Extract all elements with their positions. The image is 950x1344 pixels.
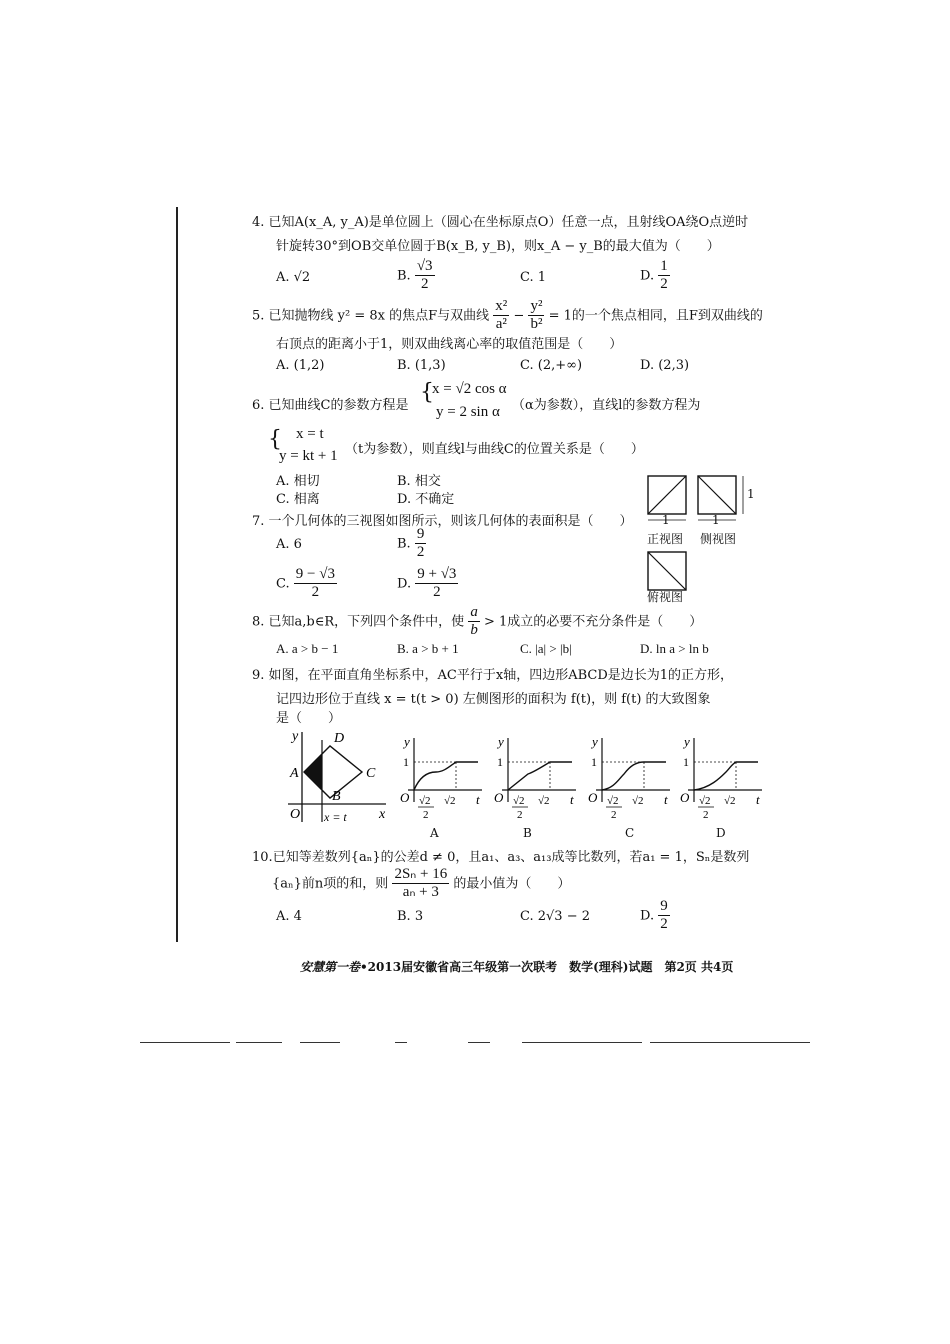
q5-option-a: A. (1,2) [276,358,325,373]
q8-frac: $\frac{a}{b}$ [470,604,478,639]
graph-b-tick-r2-half: √2 [513,795,525,807]
q6-brace-1: { [420,380,434,405]
graph-a-tick-r2: √2 [444,795,456,807]
q6-option-d: D. 不确定 [397,492,455,507]
fig-vertex-d: D [334,731,345,746]
q4-option-c: C. 1 [520,270,547,285]
fig-origin-label: O [290,807,301,822]
q6-tail: （t为参数），则直线l与曲线C的位置关系是（ ） [345,442,644,457]
q5-option-d: D. (2,3) [640,358,690,373]
graph-d-tick-r2: √2 [724,795,736,807]
footer-text: •2013届安徽省高三年级第一次联考 数学(理科)试题 第2页 共4页 [360,960,734,974]
graph-b-one-label: 1 [497,755,503,769]
q5-line1: 5. 已知抛物线 y² = 8x 的焦点F与双曲线 $\frac{\text{x²}}{\text{a²}}$ − $\frac{\text{y²}}{\text{b²}}$ = 1的一个焦点相同，且F到双曲线的 [252,298,763,333]
q10-frac: $\frac{\text{2Sₙ + 16}}{\text{aₙ + 3}}$ [394,866,448,901]
q9-line3: 是（ ） [276,711,342,726]
side-view [698,476,743,520]
graph-c-curve [602,762,666,790]
graph-d-tick-den: 2 [703,809,709,821]
graph-c-y-label: y [592,734,598,749]
bottom-rule-segment [236,1042,282,1043]
q9-graph-d [676,732,766,832]
q9-caption-d: D [716,826,726,840]
q4-line2: 针旋转30°到OB交单位圆于B(x_B, y_B)，则x_A − y_B的最大值为（ ） [276,239,720,254]
q9-graph-a [396,732,486,832]
q6-system-2a: x = t [296,426,324,442]
q4-option-d: D. $\frac{1}{2}$ [640,258,668,293]
q10-option-d: D. $\frac{9}{2}$ [640,898,668,933]
graph-b-origin: O [494,790,504,805]
graph-c-tick-r2-half: √2 [607,795,619,807]
graph-c-one-label: 1 [591,755,597,769]
bottom-rule-segment [650,1042,810,1043]
graph-c-tick-den: 2 [611,809,617,821]
q5-frac-x: $\frac{\text{x²}}{\text{a²}}$ [495,298,508,333]
q4-option-b: B. $\frac{√3}{2}$ [397,258,433,293]
q4-line1: 4. 已知A(x_A, y_A)是单位圆上（圆心在坐标原点O）任意一点，且射线OA绕O点逆时 [252,215,749,230]
bottom-rule-segment [140,1042,230,1043]
fig-vertex-b: B [332,789,341,804]
q8-option-c: C. |a| > |b| [520,641,572,656]
graph-b-y-label: y [498,734,504,749]
q8-option-b: B. a > b + 1 [397,641,459,656]
graph-d-curve [694,762,758,790]
graph-a-tick-den: 2 [423,809,429,821]
graph-c-origin: O [588,790,598,805]
q7-option-d: D. $\frac{9 + √3}{2}$ [397,566,457,601]
graph-d-y-label: y [684,734,690,749]
graph-a-origin: O [400,790,410,805]
q7-option-c-fraction: $\frac{9 - √3}{2}$ [295,566,335,601]
q9-line2: 记四边形位于直线 x = t(t > 0) 左侧图形的面积为 f(t)，则 f(t) 的大致图象 [276,692,711,707]
q5-option-c: C. (2,+∞) [520,358,583,373]
q6-brace-2: { [268,427,282,452]
graph-a-t-label: t [476,792,480,807]
side-view-label: 侧视图 [700,532,737,546]
q7-option-b: B. $\frac{9}{2}$ [397,526,425,561]
fig-y-label: y [292,729,299,744]
top-view-label: 俯视图 [647,590,684,604]
q10-line2: {aₙ}前n项的和，则 $\frac{\text{2Sₙ + 16}}{\text{aₙ + 3}}$ 的最小值为（ ） [272,866,571,901]
graph-d-t-label: t [756,792,760,807]
q9-graph-b [490,732,580,832]
q5-option-b: B. (1,3) [397,358,446,373]
q7-option-d-fraction: $\frac{9 + √3}{2}$ [417,566,457,601]
bottom-rule-segment [300,1042,340,1043]
graph-b-curve [508,762,572,790]
bottom-rule-segment [522,1042,642,1043]
fig-vertex-c: C [366,766,376,781]
q10-option-a: A. 4 [276,909,302,924]
left-margin-rule [176,207,178,942]
q9-square-figure [282,726,392,826]
q10-option-d-fraction: $\frac{9}{2}$ [660,898,668,933]
graph-d-one-label: 1 [683,755,689,769]
graph-a-curve [414,762,478,790]
graph-a-one-label: 1 [403,755,409,769]
q6-system-2b: y = kt + 1 [279,448,338,464]
graph-a-y-label: y [404,734,410,749]
q6-system-1a: x = √2 cos α [432,381,507,397]
side-view-dim-width: 1 [712,513,720,527]
q4-option-a: A. √2 [276,270,311,285]
q4-option-b-fraction: $\frac{√3}{2}$ [416,258,433,293]
q6-system-1b: y = 2 sin α [436,404,500,420]
q5-frac-y: $\frac{\text{y²}}{\text{b²}}$ [530,298,543,333]
q9-line1: 9. 如图，在平面直角坐标系中，AC平行于x轴，四边形ABCD是边长为1的正方形， [252,668,734,683]
fig-x-label: x [379,807,386,822]
q7-option-a: A. 6 [276,537,302,552]
graph-a-tick-r2-half: √2 [419,795,431,807]
q9-caption-b: B [523,826,532,840]
q10-line1: 10.已知等差数列{aₙ}的公差d ≠ 0，且a₁、a₃、a₁₃成等比数列，若a₁ = 1，Sₙ是数列 [252,850,750,865]
side-view-dim-height: 1 [747,487,755,501]
graph-d-origin: O [680,790,690,805]
q8-option-d: D. ln a > ln b [640,641,709,656]
shaded-region [304,754,322,790]
bottom-rule-segment [395,1042,407,1043]
graph-d-tick-r2-half: √2 [699,795,711,807]
q9-caption-c: C [625,826,635,840]
q7-option-c: C. $\frac{9 - √3}{2}$ [276,566,335,601]
q8-line: 8. 已知a,b∈R，下列四个条件中，使 $\frac{a}{b}$ > 1成立的必要不充分条件是（ ） [252,604,703,639]
top-view [648,552,686,590]
q6-mid: （α为参数），直线l的参数方程为 [512,398,701,413]
fig-line-label: x = t [324,810,347,824]
q9-graph-c [584,732,674,832]
q6-option-c: C. 相离 [276,492,320,507]
front-view-label: 正视图 [647,532,684,546]
q7-text: 7. 一个几何体的三视图如图所示，则该几何体的表面积是（ ） [252,514,633,529]
graph-b-tick-den: 2 [517,809,523,821]
q9-caption-a: A [430,826,439,840]
q7-option-b-fraction: $\frac{9}{2}$ [416,526,425,561]
fig-vertex-a: A [290,766,299,781]
front-view-dim: 1 [662,513,670,527]
q8-option-a: A. a > b − 1 [276,641,339,656]
q5-line2: 右顶点的距离小于1，则双曲线离心率的取值范围是（ ） [276,337,623,352]
q4-option-d-fraction: $\frac{1}{2}$ [660,258,668,293]
bottom-rule-segment [468,1042,490,1043]
graph-b-t-label: t [570,792,574,807]
q6-lead: 6. 已知曲线C的参数方程是 [252,398,409,413]
graph-c-t-label: t [664,792,668,807]
graph-b-tick-r2: √2 [538,795,550,807]
graph-c-tick-r2: √2 [632,795,644,807]
q6-option-a: A. 相切 [276,474,320,489]
q6-option-b: B. 相交 [397,474,441,489]
q10-option-c: C. 2√3 − 2 [520,909,591,924]
q10-option-b: B. 3 [397,909,424,924]
footer-brand: 安慧第一卷 [300,960,361,974]
page-footer [300,958,733,975]
